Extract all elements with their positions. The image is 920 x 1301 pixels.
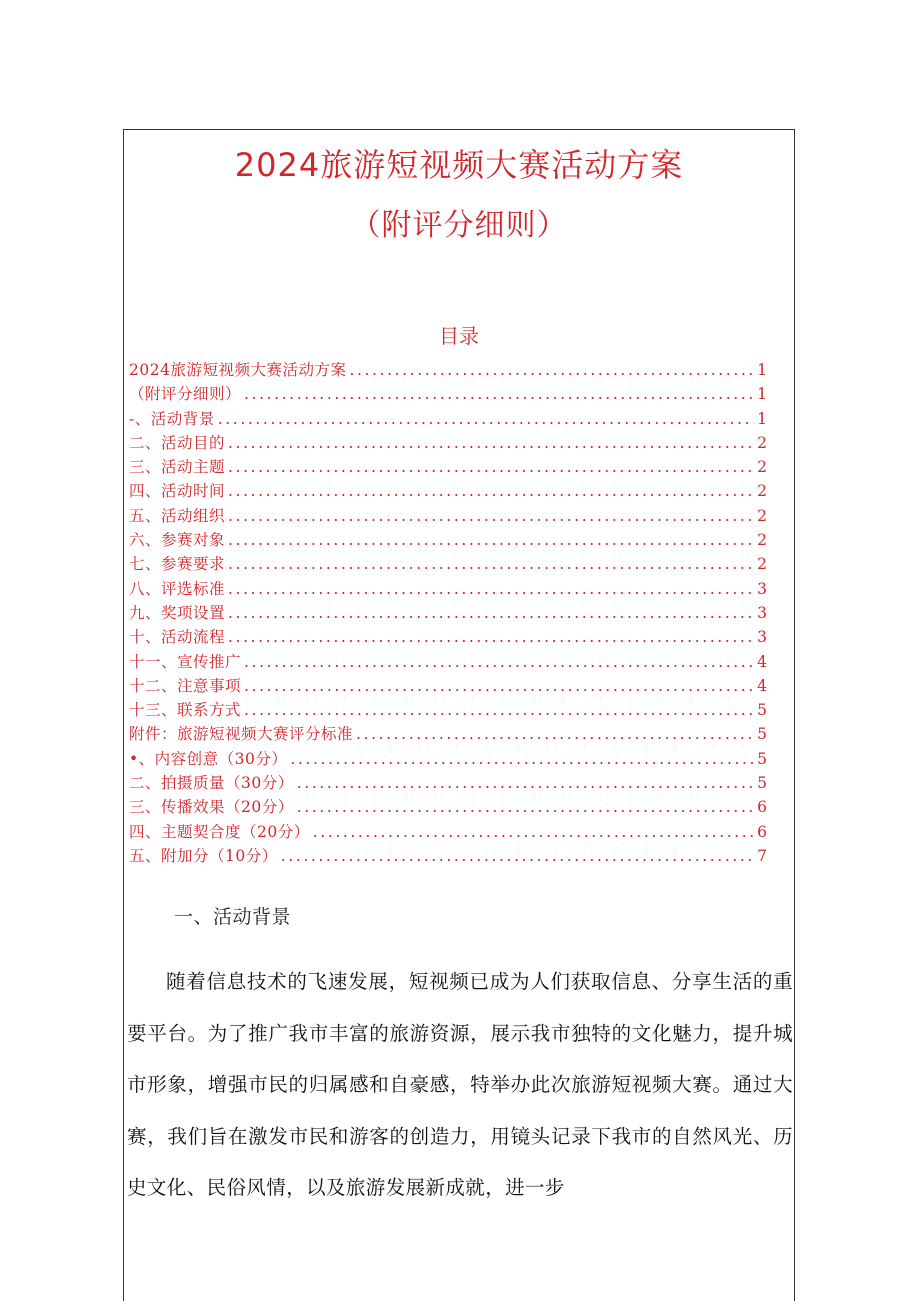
toc-entry[interactable] [129, 795, 767, 819]
toc-leader-dots [349, 358, 754, 382]
toc-leader-dots [297, 795, 754, 819]
toc-leader-dots [228, 431, 754, 455]
toc-entry-page: 2 [757, 433, 767, 452]
toc-leader-dots [218, 407, 754, 431]
toc-leader-dots [228, 577, 754, 601]
toc-leader-dots [228, 552, 754, 576]
toc-entry[interactable] [129, 771, 767, 795]
toc-leader-dots [290, 747, 754, 771]
toc-entry[interactable] [129, 844, 767, 868]
toc-entry[interactable] [129, 698, 767, 722]
toc-entry[interactable] [129, 650, 767, 674]
toc-entry-label: 附件：旅游短视频大赛评分标准 [129, 725, 354, 744]
toc-entry-page: 1 [757, 385, 767, 404]
toc-entry-page: 5 [757, 774, 767, 793]
toc-entry-page: 5 [757, 725, 767, 744]
toc-entry-label: 三、传播效果（20分） [129, 798, 294, 817]
toc-leader-dots [313, 820, 754, 844]
toc-leader-dots [228, 601, 754, 625]
toc-entry-label: 三、活动主题 [129, 458, 226, 477]
toc-entry[interactable] [129, 747, 767, 771]
toc-entry-page: 2 [757, 458, 767, 477]
toc-entry-label: 十、活动流程 [129, 628, 226, 647]
toc-entry[interactable] [129, 528, 767, 552]
toc-leader-dots [297, 771, 754, 795]
toc-entry-label: 十一、宣传推广 [129, 652, 242, 671]
toc-entry-label: 二、活动目的 [129, 433, 226, 452]
toc-entry[interactable] [129, 552, 767, 576]
document-title: 2024旅游短视频大赛活动方案 [234, 146, 684, 184]
toc-entry-page: 5 [757, 749, 767, 768]
toc-entry[interactable] [129, 625, 767, 649]
document-subtitle: （附评分细则） [350, 208, 568, 243]
toc-leader-dots [228, 625, 754, 649]
toc-entry-label: 六、参赛对象 [129, 531, 226, 550]
toc-entry-page: 4 [757, 676, 767, 695]
toc-entry-label: 十三、联系方式 [129, 701, 242, 720]
toc-entry-page: 6 [757, 798, 767, 817]
section-heading: 一、活动背景 [174, 906, 292, 928]
toc-leader-dots [228, 504, 754, 528]
toc-entry-label: （附评分细则） [129, 385, 242, 404]
toc-leader-dots [281, 844, 754, 868]
toc-entry[interactable] [129, 382, 767, 406]
toc-entry-label: -、活动背景 [129, 409, 215, 428]
toc-entry-page: 3 [757, 603, 767, 622]
toc-entry[interactable] [129, 820, 767, 844]
toc-entry[interactable] [129, 358, 767, 382]
toc-entry-label: 五、活动组织 [129, 506, 226, 525]
toc-entry-label: 八、评选标准 [129, 579, 226, 598]
toc-entry-page: 2 [757, 506, 767, 525]
toc-entry-page: 1 [757, 361, 767, 379]
toc-leader-dots [228, 455, 754, 479]
table-of-contents [129, 358, 767, 868]
body-paragraph: 随着信息技术的飞速发展，短视频已成为人们获取信息、分享生活的重要平台。为了推广我市丰富的旅游资源，展示我市独特的文化魅力，提升城市形象，增强市民的归属感和自豪感，特举办此次旅游短视频大赛。通过大赛，我们旨在激发市民和游客的创造力，用镜头记录下我市的自然风光、历史文化、民俗风情，以及旅游发展新成就，进一步 [127, 970, 793, 1199]
toc-entry-label: 四、主题契合度（20分） [129, 822, 310, 841]
toc-entry-label: 七、参赛要求 [129, 555, 226, 574]
toc-entry-page: 5 [757, 701, 767, 720]
toc-entry-page: 3 [757, 579, 767, 598]
toc-entry-label: 十二、注意事项 [129, 676, 242, 695]
toc-leader-dots [244, 382, 754, 406]
toc-entry[interactable] [129, 674, 767, 698]
toc-entry-page: 2 [757, 482, 767, 501]
toc-entry[interactable] [129, 504, 767, 528]
toc-entry-page: 2 [757, 555, 767, 574]
toc-leader-dots [244, 674, 754, 698]
toc-entry-label: •、内容创意（30分） [129, 749, 288, 768]
toc-entry[interactable] [129, 601, 767, 625]
toc-leader-dots [244, 698, 754, 722]
toc-entry-page: 1 [757, 409, 767, 428]
toc-entry-page: 3 [757, 628, 767, 647]
toc-leader-dots [228, 528, 754, 552]
toc-entry-page: 4 [757, 652, 767, 671]
toc-entry-page: 6 [757, 822, 767, 841]
toc-entry-page: 2 [757, 531, 767, 550]
toc-entry-label: 二、拍摄质量（30分） [129, 774, 294, 793]
toc-entry-label: 九、奖项设置 [129, 603, 226, 622]
toc-entry-label: 五、附加分（10分） [129, 846, 278, 865]
toc-heading: 目录 [439, 324, 479, 348]
toc-leader-dots [244, 650, 754, 674]
page-frame [123, 129, 795, 1301]
toc-entry[interactable] [129, 431, 767, 455]
toc-entry[interactable] [129, 407, 767, 431]
toc-entry[interactable] [129, 479, 767, 503]
toc-entry-label: 2024旅游短视频大赛活动方案 [129, 361, 347, 379]
toc-entry[interactable] [129, 577, 767, 601]
toc-entry[interactable] [129, 722, 767, 746]
toc-entry-label: 四、活动时间 [129, 482, 226, 501]
toc-leader-dots [356, 722, 754, 746]
toc-entry-page: 7 [757, 846, 767, 865]
toc-entry[interactable] [129, 455, 767, 479]
toc-leader-dots [228, 479, 754, 503]
